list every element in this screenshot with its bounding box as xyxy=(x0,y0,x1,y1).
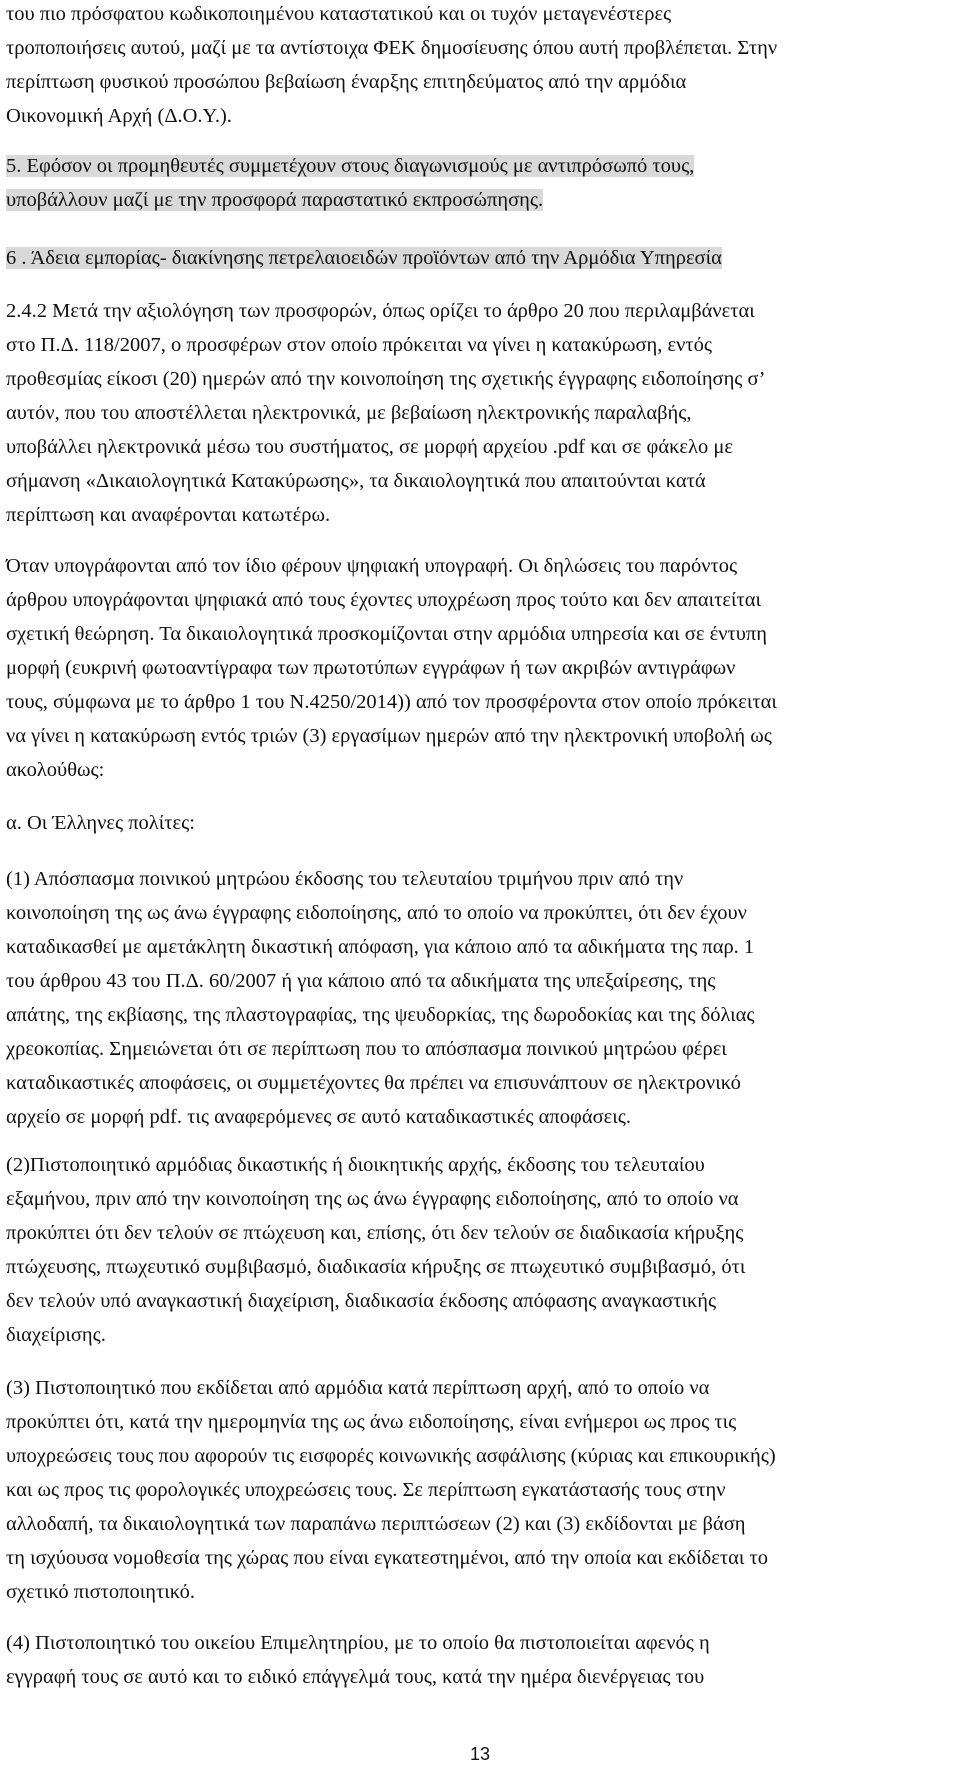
text-line: αυτόν, που του αποστέλλεται ηλεκτρονικά, με βεβαίωση ηλεκτρονικής παραλαβής, xyxy=(6,402,692,424)
text-line: τη ισχύουσα νομοθεσία της χώρας που είναι εγκατεστημένοι, από την οποία και εκδίδεται το xyxy=(6,1547,768,1569)
text-line: 2.4.2 Μετά την αξιολόγηση των προσφορών, όπως ορίζει το άρθρο 20 που περιλαμβάνεται xyxy=(6,300,755,322)
text-line: σχετικό πιστοποιητικό. xyxy=(6,1581,196,1603)
text-line: δεν τελούν υπό αναγκαστική διαχείριση, διαδικασία έκδοσης απόφασης αναγκαστικής xyxy=(6,1290,717,1312)
text-line: του πιο πρόσφατου κωδικοποιημένου καταστατικού και οι τυχόν μεταγενέστερες xyxy=(6,3,672,25)
text-line: Οικονομική Αρχή (Δ.Ο.Υ.). xyxy=(6,105,232,127)
text-line: και ως προς τις φορολογικές υποχρεώσεις τους. Σε περίπτωση εγκατάστασής τους στην xyxy=(6,1479,726,1501)
text-line: (2)Πιστοποιητικό αρμόδιας δικαστικής ή διοικητικής αρχής, έκδοσης του τελευταίου xyxy=(6,1154,705,1176)
text-line: χρεοκοπίας. Σημειώνεται ότι σε περίπτωση που το απόσπασμα ποινικού μητρώου φέρει xyxy=(6,1038,727,1060)
text-line: (1) Απόσπασμα ποινικού μητρώου έκδοσης του τελευταίου τριμήνου πριν από την xyxy=(6,868,684,890)
text-line: α. Οι Έλληνες πολίτες: xyxy=(6,812,195,834)
text-line: περίπτωση φυσικού προσώπου βεβαίωση έναρξης επιτηδεύματος από την αρμόδια xyxy=(6,71,687,93)
text-line: του άρθρου 43 του Π.Δ. 60/2007 ή για κάποιο από τα αδικήματα της υπεξαίρεσης, της xyxy=(6,970,716,992)
section-2-4-2-paragraph xyxy=(6,294,911,532)
chamber-certificate-paragraph xyxy=(6,1626,911,1694)
text-line: κοινοποίηση της ως άνω έγγραφης ειδοποίησης, από το οποίο να προκύπτει, ότι δεν έχουν xyxy=(6,902,747,924)
page-number: 13 xyxy=(469,1744,491,1764)
item-5-paragraph xyxy=(6,149,911,217)
text-line: καταδικαστικές αποφάσεις, οι συμμετέχοντες θα πρέπει να επισυνάπτουν σε ηλεκτρονικό xyxy=(6,1072,741,1094)
text-line: (3) Πιστοποιητικό που εκδίδεται από αρμόδια κατά περίπτωση αρχή, από το οποίο να xyxy=(6,1377,710,1399)
intro-paragraph xyxy=(6,0,911,133)
text-line: άρθρου υπογράφονται ψηφιακά από τους έχοντες υποχρέωση προς τούτο και δεν απαιτείται xyxy=(6,589,761,611)
text-line: στο Π.Δ. 118/2007, ο προσφέρων στον οποίο πρόκειται να γίνει η κατακύρωση, εντός xyxy=(6,334,712,356)
text-line: καταδικασθεί με αμετάκλητη δικαστική απόφαση, για κάποιο από τα αδικήματα της παρ. 1 xyxy=(6,936,755,958)
bankruptcy-certificate-paragraph xyxy=(6,1148,911,1352)
text-line: Όταν υπογράφονται από τον ίδιο φέρουν ψηφιακή υπογραφή. Οι δηλώσεις του παρόντος xyxy=(6,555,738,577)
criminal-record-paragraph xyxy=(6,862,911,1134)
text-line: τους, σύμφωνα με το άρθρο 1 του Ν.4250/2014)) από τον προσφέροντα στον οποίο πρόκειται xyxy=(6,691,777,713)
text-line: μορφή (ευκρινή φωτοαντίγραφα των πρωτοτύπων εγγράφων ή των ακριβών αντιγράφων xyxy=(6,657,736,679)
text-line: εξαμήνου, πριν από την κοινοποίηση της ως άνω έγγραφης ειδοποίησης, από το οποίο να xyxy=(6,1188,739,1210)
text-line: ακολούθως: xyxy=(6,759,105,781)
text-line: περίπτωση και αναφέρονται κατωτέρω. xyxy=(6,504,331,526)
highlighted-text-line: υποβάλλουν μαζί με την προσφορά παραστατικό εκπροσώπησης. xyxy=(6,189,544,211)
text-line: προκύπτει ότι, κατά την ημερομηνία της ως άνω ειδοποίησης, είναι ενήμεροι ως προς τις xyxy=(6,1411,737,1433)
text-line: πτώχευσης, πτωχευτικό συμβιβασμό, διαδικασία κήρυξης σε πτωχευτικό συμβιβασμό, ότι xyxy=(6,1256,746,1278)
text-line: διαχείρισης. xyxy=(6,1324,106,1346)
highlighted-text-line: 6 . Άδεια εμπορίας- διακίνησης πετρελαιοειδών προϊόντων από την Αρμόδια Υπηρεσία xyxy=(6,247,722,269)
text-line: απάτης, της εκβίασης, της πλαστογραφίας, της ψευδορκίας, της δωροδοκίας και της δόλιας xyxy=(6,1004,755,1026)
text-line: αρχείο σε μορφή pdf. τις αναφερόμενες σε αυτό καταδικαστικές αποφάσεις. xyxy=(6,1106,631,1128)
signatures-paragraph xyxy=(6,549,911,787)
text-line: σήμανση «Δικαιολογητικά Κατακύρωσης», τα δικαιολογητικά που απαιτούνται κατά xyxy=(6,470,706,492)
compliance-certificate-paragraph xyxy=(6,1371,911,1609)
text-line: προθεσμίας είκοσι (20) ημερών από την κοινοποίηση της σχετικής έγγραφης ειδοποίησης σ’ xyxy=(6,368,766,390)
item-6-paragraph xyxy=(6,241,911,275)
text-line: προκύπτει ότι δεν τελούν σε πτώχευση και, επίσης, ότι δεν τελούν σε διαδικασία κήρυξης xyxy=(6,1222,744,1244)
text-line: σχετική θεώρηση. Τα δικαιολογητικά προσκομίζονται στην αρμόδια υπηρεσία και σε έντυπη xyxy=(6,623,767,645)
text-line: αλλοδαπή, τα δικαιολογητικά των παραπάνω περιπτώσεων (2) και (3) εκδίδονται με βάση xyxy=(6,1513,746,1535)
text-line: τροποποιήσεις αυτού, μαζί με τα αντίστοιχα ΦΕΚ δημοσίευσης όπου αυτή προβλέπεται. Στην xyxy=(6,37,778,59)
text-line: εγγραφή τους σε αυτό και το ειδικό επάγγελμά τους, κατά την ημέρα διενέργειας του xyxy=(6,1666,705,1688)
text-line: να γίνει η κατακύρωση εντός τριών (3) εργασίμων ημερών από την ηλεκτρονική υποβολή ως xyxy=(6,725,772,747)
text-line: υποβάλλει ηλεκτρονικά μέσω του συστήματος, σε μορφή αρχείου .pdf και σε φάκελο με xyxy=(6,436,733,458)
text-line: (4) Πιστοποιητικό του οικείου Επιμελητηρίου, με το οποίο θα πιστοποιείται αφενός η xyxy=(6,1632,710,1654)
text-line: υποχρεώσεις τους που αφορούν τις εισφορές κοινωνικής ασφάλισης (κύριας και επικουρικής) xyxy=(6,1445,776,1467)
highlighted-text-line: 5. Εφόσον οι προμηθευτές συμμετέχουν στους διαγωνισμούς με αντιπρόσωπό τους, xyxy=(6,155,695,177)
greek-citizens-heading xyxy=(6,806,911,840)
